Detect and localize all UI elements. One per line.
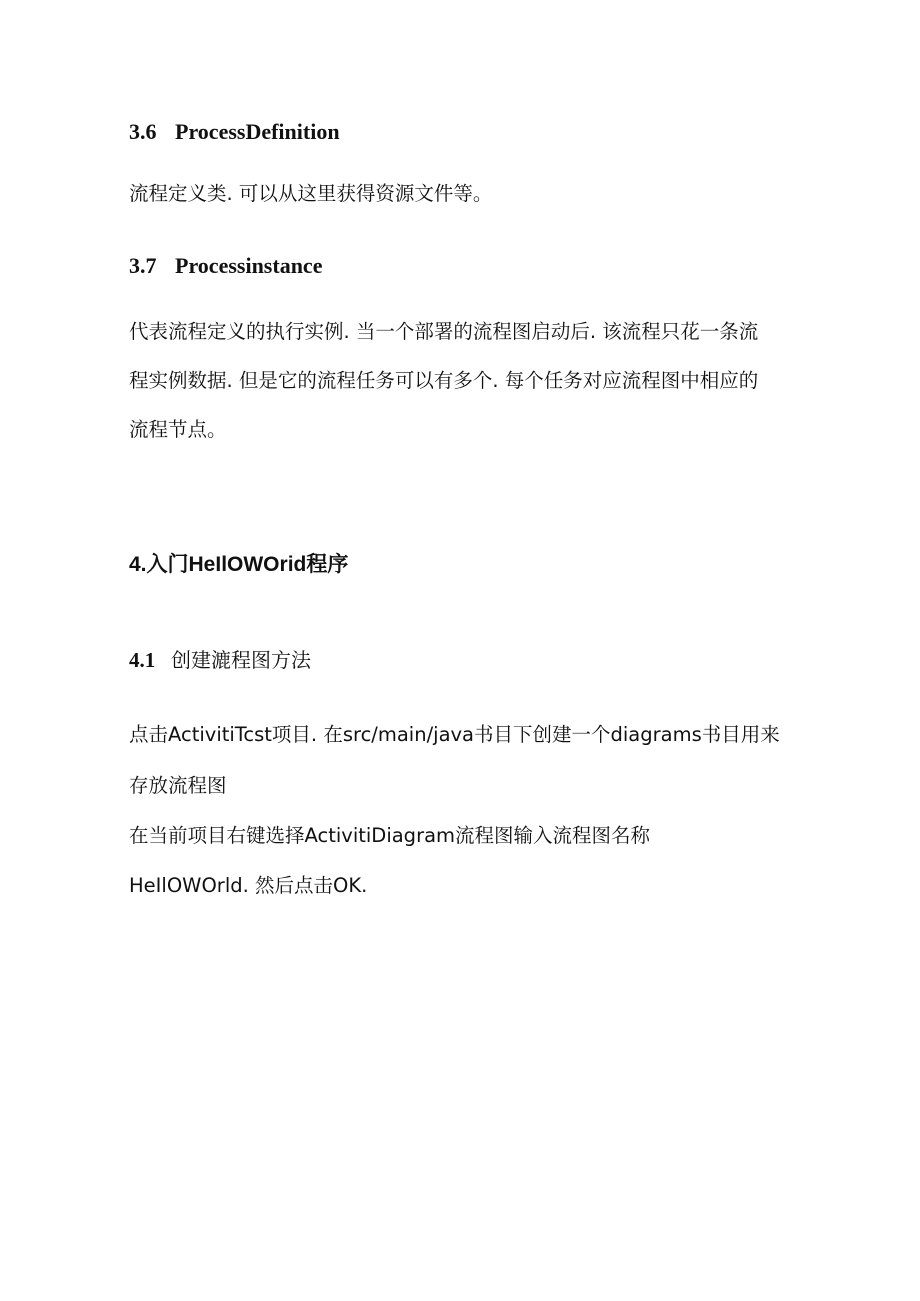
paragraph-3-6: 流程定义类. 可以从这里获得资源文件等。 — [129, 182, 493, 205]
heading-3-7-title: Processinstance — [175, 253, 323, 278]
heading-3-6 — [129, 119, 340, 145]
heading-4-1-title: 创建漉程图方法 — [171, 648, 311, 672]
paragraph-4-1-line-2: 存放流程图 — [129, 774, 227, 797]
heading-3-7-number: 3.7 — [129, 253, 157, 278]
heading-4: 4.入门HeIlOWOrid程序 — [129, 553, 349, 576]
paragraph-4-1-line-1: 点击ActivitiTcst项目. 在src/main/java书目下创建一个diagrams书目用来 — [129, 723, 780, 746]
paragraph-3-7-line-1: 代表流程定义的执行实例. 当一个部署的流程图启动后. 该流程只花一条流 — [129, 320, 759, 343]
heading-4-1 — [129, 647, 311, 673]
heading-4-1-number: 4.1 — [129, 648, 156, 672]
heading-3-6-number: 3.6 — [129, 119, 157, 144]
paragraph-3-7-line-2: 程实例数据. 但是它的流程任务可以有多个. 每个任务对应流程图中相应的 — [129, 369, 759, 392]
paragraph-4-1-line-3: 在当前项目右键选择ActivitiDiagram流程图输入流程图名称 — [129, 824, 651, 847]
heading-3-6-title: ProcessDefinition — [175, 119, 340, 144]
paragraph-4-1-line-4: HeIlOWOrld. 然后点击OK. — [129, 874, 368, 897]
paragraph-3-7-line-3: 流程节点。 — [129, 418, 227, 441]
heading-3-7 — [129, 253, 322, 279]
